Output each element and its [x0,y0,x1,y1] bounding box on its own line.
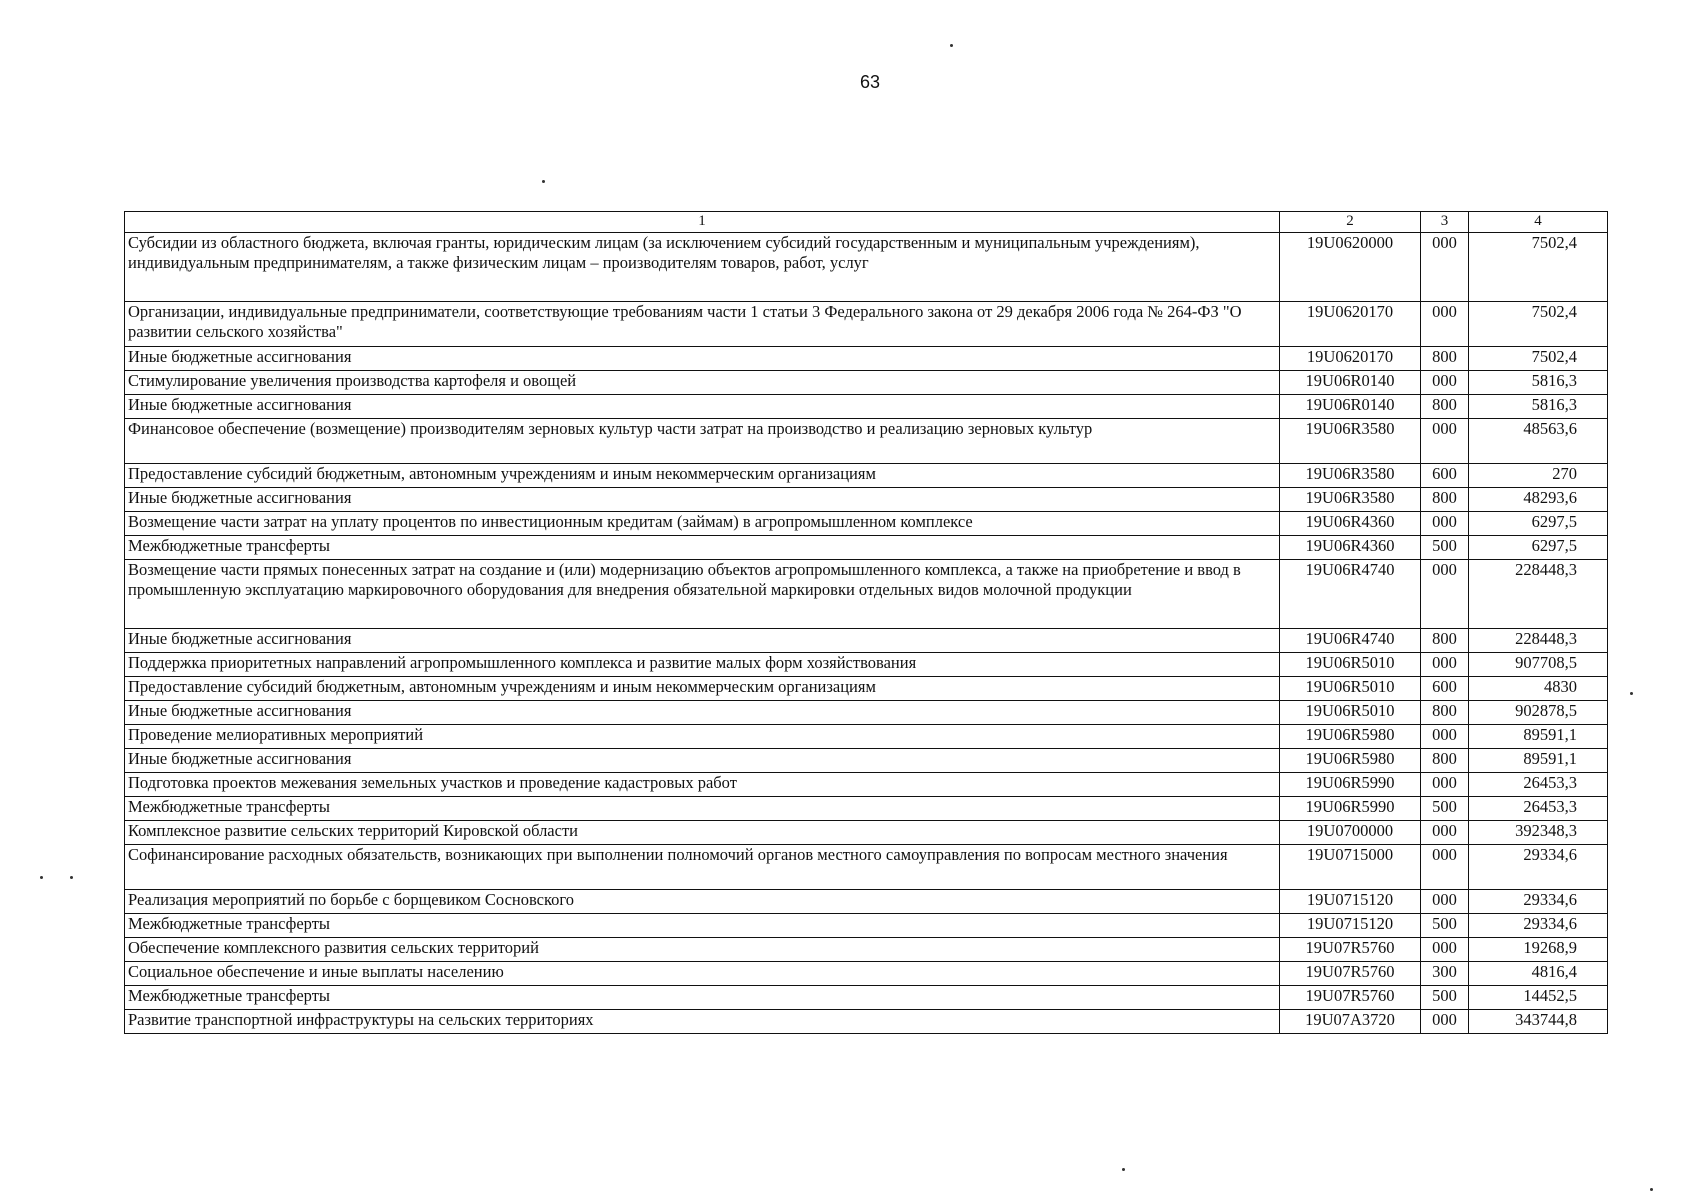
row-code-cell: 19U06R5990 [1280,797,1421,821]
table-row [125,1010,1608,1034]
row-code-cell: 19U06R0140 [1280,395,1421,419]
column-header: 4 [1469,212,1608,233]
row-amount-cell: 89591,1 [1469,749,1608,773]
row-amount-cell: 907708,5 [1469,653,1608,677]
scan-speck [1122,1168,1125,1171]
row-type-cell: 500 [1421,536,1469,560]
row-name-cell: Возмещение части прямых понесенных затрат на создание и (или) модернизацию объектов агропромышленного комплекса, а также на приобретение и ввод в промышленную эксплуатацию маркировочного оборудования для внедрения обязательной маркировки отдельных видов молочной продукции [125,560,1280,629]
row-name-cell: Подготовка проектов межевания земельных участков и проведение кадастровых работ [125,773,1280,797]
row-name-cell: Социальное обеспечение и иные выплаты населению [125,962,1280,986]
row-name-cell: Комплексное развитие сельских территорий Кировской области [125,821,1280,845]
row-name-cell: Предоставление субсидий бюджетным, автономным учреждениям и иным некоммерческим организациям [125,677,1280,701]
row-code-cell: 19U06R5990 [1280,773,1421,797]
row-amount-cell: 6297,5 [1469,512,1608,536]
row-name-cell: Обеспечение комплексного развития сельских территорий [125,938,1280,962]
row-name-cell: Межбюджетные трансферты [125,797,1280,821]
row-code-cell: 19U0620170 [1280,347,1421,371]
column-header: 1 [125,212,1280,233]
column-header: 2 [1280,212,1421,233]
row-type-cell: 000 [1421,653,1469,677]
row-code-cell: 19U06R0140 [1280,371,1421,395]
row-name-cell: Поддержка приоритетных направлений агропромышленного комплекса и развитие малых форм хозяйствования [125,653,1280,677]
row-name-cell: Межбюджетные трансферты [125,536,1280,560]
row-amount-cell: 6297,5 [1469,536,1608,560]
row-amount-cell: 228448,3 [1469,629,1608,653]
row-type-cell: 000 [1421,560,1469,629]
row-type-cell: 800 [1421,395,1469,419]
row-type-cell: 000 [1421,1010,1469,1034]
table-row [125,629,1608,653]
row-name-cell: Организации, индивидуальные предприниматели, соответствующие требованиям части 1 статьи 3 Федерального закона от 29 декабря 2006 года № 264-ФЗ "О развитии сельского хозяйства" [125,302,1280,347]
table-row [125,890,1608,914]
row-amount-cell: 5816,3 [1469,371,1608,395]
row-type-cell: 800 [1421,347,1469,371]
row-name-cell: Иные бюджетные ассигнования [125,629,1280,653]
row-code-cell: 19U06R4360 [1280,536,1421,560]
row-code-cell: 19U06R5980 [1280,749,1421,773]
row-amount-cell: 29334,6 [1469,845,1608,890]
row-name-cell: Софинансирование расходных обязательств, возникающих при выполнении полномочий органов местного самоуправления по вопросам местного значения [125,845,1280,890]
row-type-cell: 000 [1421,938,1469,962]
row-name-cell: Иные бюджетные ассигнования [125,347,1280,371]
row-code-cell: 19U0715000 [1280,845,1421,890]
table-row [125,560,1608,629]
row-code-cell: 19U06R3580 [1280,419,1421,464]
budget-table-body [125,212,1608,1034]
row-amount-cell: 392348,3 [1469,821,1608,845]
row-type-cell: 800 [1421,488,1469,512]
scan-speck [1630,692,1633,695]
row-type-cell: 000 [1421,773,1469,797]
table-row [125,914,1608,938]
row-type-cell: 800 [1421,749,1469,773]
row-name-cell: Возмещение части затрат на уплату процентов по инвестиционным кредитам (займам) в агропромышленном комплексе [125,512,1280,536]
table-row [125,488,1608,512]
table-row [125,938,1608,962]
table-row [125,845,1608,890]
row-amount-cell: 48563,6 [1469,419,1608,464]
scan-speck [950,44,953,47]
table-row [125,797,1608,821]
row-amount-cell: 89591,1 [1469,725,1608,749]
table-row [125,677,1608,701]
row-name-cell: Иные бюджетные ассигнования [125,488,1280,512]
row-name-cell: Субсидии из областного бюджета, включая гранты, юридическим лицам (за исключением субсидий государственным и муниципальным учреждениям), индивидуальным предпринимателям, а также физическим лицам – производителям товаров, работ, услуг [125,233,1280,302]
scan-speck [70,876,73,879]
row-type-cell: 000 [1421,419,1469,464]
row-amount-cell: 29334,6 [1469,914,1608,938]
scan-speck [40,876,43,879]
row-amount-cell: 19268,9 [1469,938,1608,962]
row-code-cell: 19U07R5760 [1280,938,1421,962]
table-row [125,302,1608,347]
row-name-cell: Проведение мелиоративных мероприятий [125,725,1280,749]
row-code-cell: 19U06R3580 [1280,488,1421,512]
row-amount-cell: 5816,3 [1469,395,1608,419]
page-number: 63 [859,72,881,92]
scan-speck [1650,1188,1653,1191]
row-name-cell: Стимулирование увеличения производства картофеля и овощей [125,371,1280,395]
table-row [125,464,1608,488]
row-amount-cell: 7502,4 [1469,347,1608,371]
row-code-cell: 19U06R4360 [1280,512,1421,536]
row-code-cell: 19U0620000 [1280,233,1421,302]
row-name-cell: Реализация мероприятий по борьбе с борщевиком Сосновского [125,890,1280,914]
table-row [125,986,1608,1010]
row-code-cell: 19U0620170 [1280,302,1421,347]
row-type-cell: 000 [1421,725,1469,749]
row-type-cell: 500 [1421,914,1469,938]
row-type-cell: 000 [1421,371,1469,395]
table-row [125,821,1608,845]
row-amount-cell: 270 [1469,464,1608,488]
row-code-cell: 19U07R5760 [1280,986,1421,1010]
table-row [125,395,1608,419]
row-amount-cell: 26453,3 [1469,797,1608,821]
row-type-cell: 500 [1421,797,1469,821]
row-type-cell: 000 [1421,512,1469,536]
table-row [125,701,1608,725]
row-code-cell: 19U06R5010 [1280,653,1421,677]
row-amount-cell: 228448,3 [1469,560,1608,629]
row-code-cell: 19U06R4740 [1280,629,1421,653]
row-name-cell: Иные бюджетные ассигнования [125,749,1280,773]
row-amount-cell: 343744,8 [1469,1010,1608,1034]
row-type-cell: 000 [1421,821,1469,845]
table-row [125,749,1608,773]
column-header: 3 [1421,212,1469,233]
table-row [125,347,1608,371]
row-type-cell: 000 [1421,890,1469,914]
row-amount-cell: 29334,6 [1469,890,1608,914]
row-name-cell: Иные бюджетные ассигнования [125,701,1280,725]
row-name-cell: Межбюджетные трансферты [125,986,1280,1010]
row-amount-cell: 902878,5 [1469,701,1608,725]
table-row [125,962,1608,986]
row-code-cell: 19U06R4740 [1280,560,1421,629]
row-type-cell: 800 [1421,629,1469,653]
table-row [125,233,1608,302]
table-header-row [125,212,1608,233]
row-amount-cell: 48293,6 [1469,488,1608,512]
row-type-cell: 300 [1421,962,1469,986]
row-amount-cell: 7502,4 [1469,302,1608,347]
row-type-cell: 600 [1421,677,1469,701]
row-code-cell: 19U06R5010 [1280,677,1421,701]
row-code-cell: 19U0715120 [1280,890,1421,914]
table-row [125,419,1608,464]
row-amount-cell: 4830 [1469,677,1608,701]
row-code-cell: 19U0715120 [1280,914,1421,938]
table-row [125,653,1608,677]
budget-table [124,211,1608,1034]
row-type-cell: 000 [1421,302,1469,347]
row-type-cell: 000 [1421,233,1469,302]
table-row [125,773,1608,797]
row-code-cell: 19U06R5010 [1280,701,1421,725]
row-code-cell: 19U07R5760 [1280,962,1421,986]
row-amount-cell: 4816,4 [1469,962,1608,986]
row-type-cell: 500 [1421,986,1469,1010]
row-type-cell: 600 [1421,464,1469,488]
row-amount-cell: 7502,4 [1469,233,1608,302]
row-name-cell: Иные бюджетные ассигнования [125,395,1280,419]
row-name-cell: Межбюджетные трансферты [125,914,1280,938]
row-code-cell: 19U06R3580 [1280,464,1421,488]
row-code-cell: 19U07A3720 [1280,1010,1421,1034]
table-row [125,371,1608,395]
row-name-cell: Развитие транспортной инфраструктуры на сельских территориях [125,1010,1280,1034]
row-code-cell: 19U06R5980 [1280,725,1421,749]
scan-speck [542,180,545,183]
table-row [125,536,1608,560]
row-code-cell: 19U0700000 [1280,821,1421,845]
row-type-cell: 000 [1421,845,1469,890]
table-row [125,512,1608,536]
row-amount-cell: 26453,3 [1469,773,1608,797]
table-row [125,725,1608,749]
row-name-cell: Финансовое обеспечение (возмещение) производителям зерновых культур части затрат на производство и реализацию зерновых культур [125,419,1280,464]
row-amount-cell: 14452,5 [1469,986,1608,1010]
row-type-cell: 800 [1421,701,1469,725]
row-name-cell: Предоставление субсидий бюджетным, автономным учреждениям и иным некоммерческим организациям [125,464,1280,488]
